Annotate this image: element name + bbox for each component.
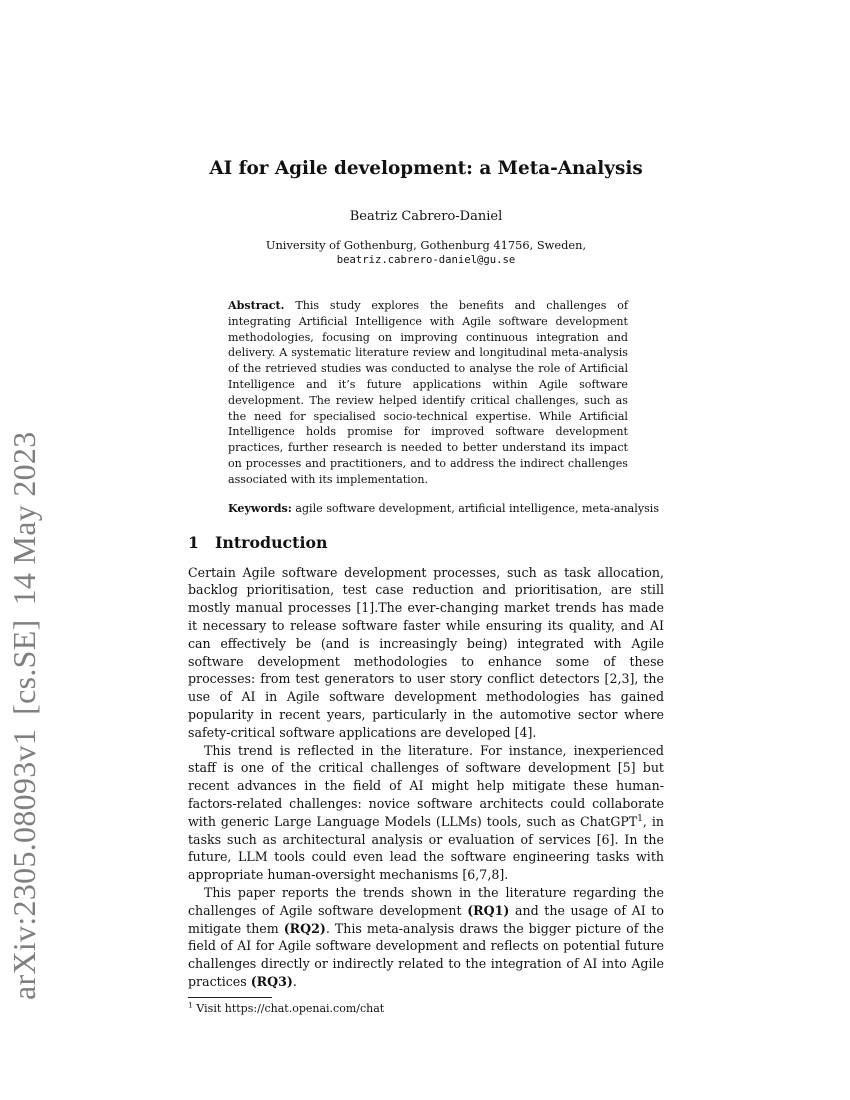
keywords-text: agile software development, artificial intelligence, meta-analysis [295,501,660,515]
author-name: Beatriz Cabrero-Daniel [349,209,503,224]
rq2-label: (RQ2) [283,920,326,936]
intro-paragraph-3 [188,884,664,991]
keywords [228,502,664,515]
p3-text-c: . This meta-analysis draws the bigger picture of the field of AI for Agile software development and reflects on potential future challenges directly or indirectly related to the integration of AI into Agile practices [188,920,665,989]
affiliation-text: University of Gothenburg, Gothenburg 41756, Sweden, [265,238,587,252]
arxiv-id: arXiv:2305.08093v1 [6,728,42,1000]
abstract [228,298,628,488]
paper-page [188,150,664,1015]
affiliation [188,238,664,268]
arxiv-identifier [6,280,43,1000]
footnote-ref: 1 [637,813,643,824]
p2-text-a: This trend is reflected in the literature. For instance, inexperienced staff is one of the critical challenges of software development [5] but recent advances in the field of AI might help mitigate these human-factors-related challenges: novice software architects could collaborate with generic Large Language Models (LLMs) tools, such as ChatGPT [188,742,664,829]
section-heading [188,533,664,552]
footnote-mark: 1 [188,1000,193,1010]
rq3-label: (RQ3) [250,973,293,989]
intro-paragraph-2 [188,742,664,884]
footnote [188,1002,664,1015]
arxiv-date: 14 May 2023 [6,431,42,606]
arxiv-category: [cs.SE] [6,619,42,715]
rq1-label: (RQ1) [467,902,510,918]
p2-text-b: , in tasks such as architectural analysis or evaluation of services [6]. In the future, LLM tools could even lead the software engineering tasks with appropriate human-oversight mechanisms [6,7,8]. [188,813,664,883]
keywords-label: Keywords: [228,501,292,515]
section-number: 1 [188,532,199,552]
abstract-label: Abstract. [228,299,285,312]
section-title: Introduction [215,532,328,552]
p3-text-b: and the usage of AI to mitigate them [188,902,664,936]
paper-title: AI for Agile development: a Meta-Analysis [209,158,643,179]
abstract-text: This study explores the benefits and challenges of integrating Artificial Intelligence with Agile software development methodologies, focusing on improving continuous integration and delivery. A systematic literature review and longitudinal meta-analysis of the retrieved studies was conducted to analyse the role of Artificial Intelligence and it’s future applications within Agile software development. The review helped identify critical challenges, such as the need for specialised socio-technical expertise. While Artificial Intelligence holds promise for improved software development practices, further research is needed to better understand its impact on processes and practitioners, and to address the indirect challenges associated with its implementation. [228,299,628,486]
footnote-text: Visit https://chat.openai.com/chat [196,1001,385,1015]
footnote-rule [188,997,272,998]
p3-text-d: . [292,973,297,989]
intro-paragraph-1: Certain Agile software development processes, such as task allocation, backlog prioritisation, test case reduction and prioritisation, are still mostly manual processes [1].The ever-changing market trends has made it necessary to release software faster while ensuring its quality, and AI can effectively be (and is increasingly being) integrated with Agile software development methodologies to enhance some of these processes: from test generators to user story conflict detectors [2,3], the use of AI in Agile software development methodologies has gained popularity in recent years, particularly in the automotive sector where safety-critical software applications are developed [4]. [188,564,664,740]
p3-text-a: This paper reports the trends shown in the literature regarding the challenges of Agile software development [188,884,664,918]
author-email: beatriz.cabrero-daniel@gu.se [336,254,516,266]
